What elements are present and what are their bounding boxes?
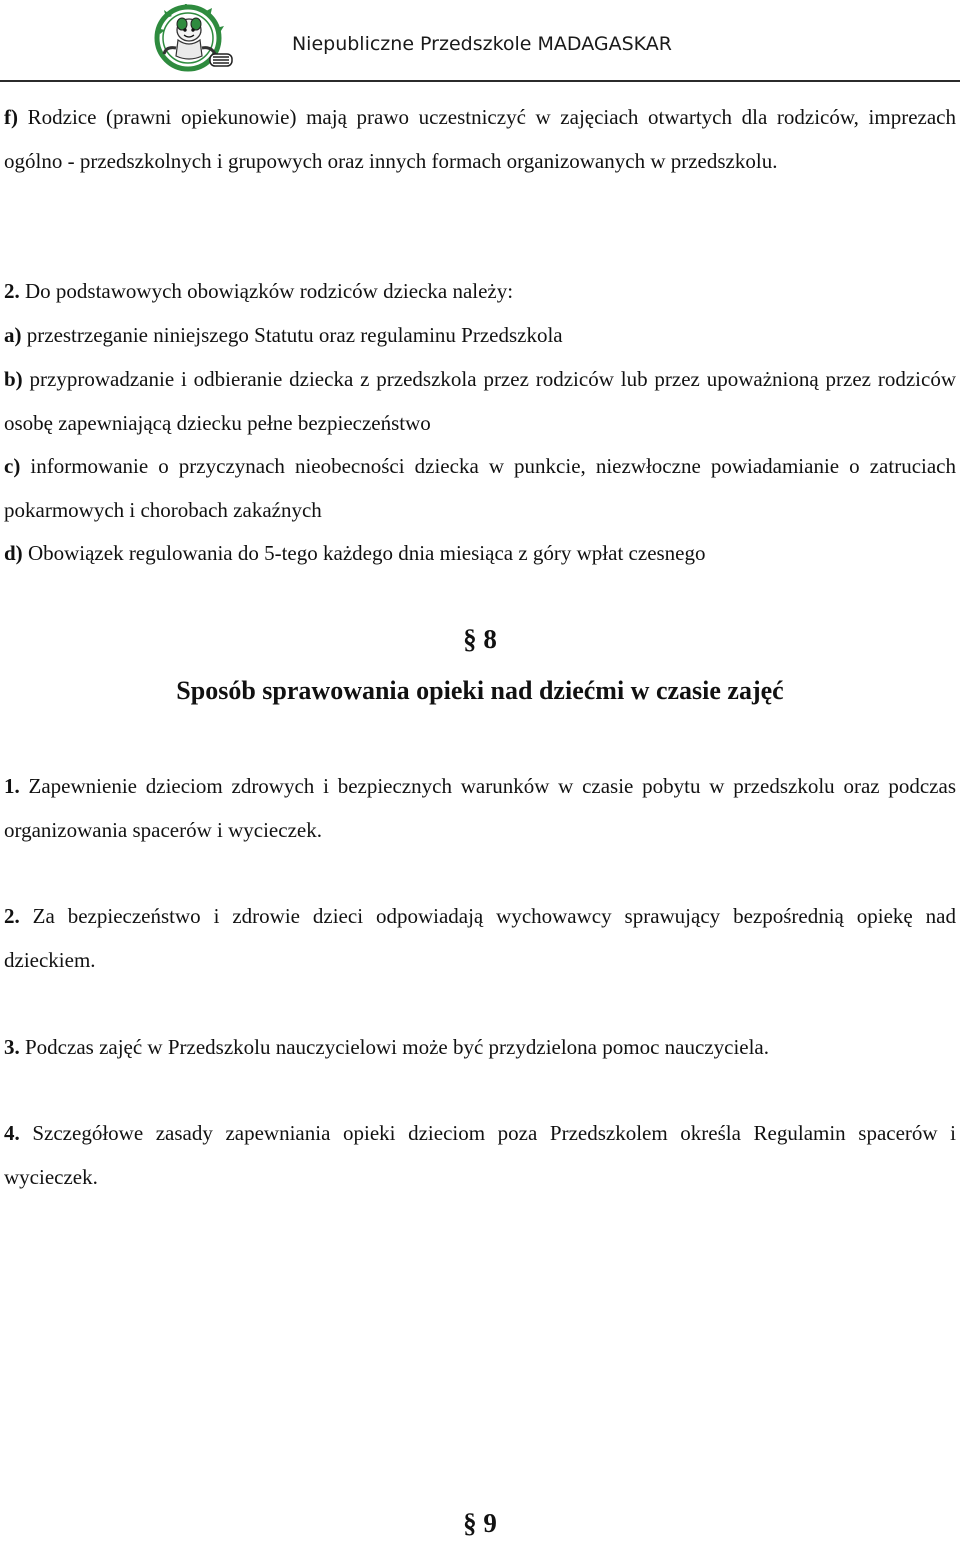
item-label-a: a) [4,323,22,347]
section-8-number: § 8 [463,624,497,654]
item-b [4,358,956,445]
item-text-f: Rodzice (prawni opiekunowie) mają prawo uczestniczyć w zajęciach otwartych dla rodziców, imprezach ogólno - przedszkolnych i grupowych oraz innych formach organizowanych w przedszkolu. [4,105,956,173]
item-text-a: przestrzeganie niniejszego Statutu oraz regulaminu Przedszkola [26,323,563,347]
paragraph-text-1: Zapewnienie dzieciom zdrowych i bezpiecznych warunków w czasie pobytu w przedszkolu oraz podczas organizowania spacerów i wycieczek. [4,774,957,842]
paragraph-number-2b: 2. [4,904,20,928]
item-a [4,314,956,358]
paragraph-text-4: Szczegółowe zasady zapewniania opieki dzieciom poza Przedszkolem określa Regulamin spacerów i wycieczek. [4,1121,957,1189]
paragraph-number-2: 2. [4,279,20,303]
page-header [0,0,960,82]
item-label-f: f) [4,105,18,129]
paragraph-text-2: Do podstawowych obowiązków rodziców dziecka należy: [25,279,514,303]
item-label-d: d) [4,541,23,565]
paragraph-number-4: 4. [4,1121,20,1145]
paragraph-f [4,96,956,183]
section-8-paragraph-2 [4,895,956,982]
paragraph-number-3: 3. [4,1035,20,1059]
item-label-c: c) [4,454,21,478]
item-label-b: b) [4,367,23,391]
item-d [4,532,956,576]
item-text-c: informowanie o przyczynach nieobecności dziecka w punkcie, niezwłoczne powiadamianie o zatruciach pokarmowych i chorobach zakaźnych [4,454,956,522]
item-text-b: przyprowadzanie i odbieranie dziecka z przedszkola przez rodziców lub przez upoważnioną przez rodziców osobę zapewniającą dziecku pełne bezpieczeństwo [4,367,956,435]
item-text-d: Obowiązek regulowania do 5-tego każdego dnia miesiąca z góry wpłat czesnego [27,541,706,565]
section-9-number: § 9 [463,1508,497,1538]
paragraph-2 [4,270,956,314]
section-8-title: Sposób sprawowania opieki nad dziećmi w czasie zajęć [176,676,784,705]
paragraph-number-1: 1. [4,774,20,798]
section-8-paragraph-1 [4,765,956,852]
item-c [4,445,956,532]
section-8-paragraph-4 [4,1112,956,1199]
paragraph-text-2b: Za bezpieczeństwo i zdrowie dzieci odpowiadają wychowawcy sprawujący bezpośrednią opiekę nad dzieckiem. [4,904,956,972]
header-title: Niepubliczne Przedszkole MADAGASKAR [291,33,672,55]
section-8-paragraph-3 [4,1026,956,1070]
paragraph-text-3: Podczas zajęć w Przedszkolu nauczycielowi może być przydzielona pomoc nauczyciela. [25,1035,770,1059]
